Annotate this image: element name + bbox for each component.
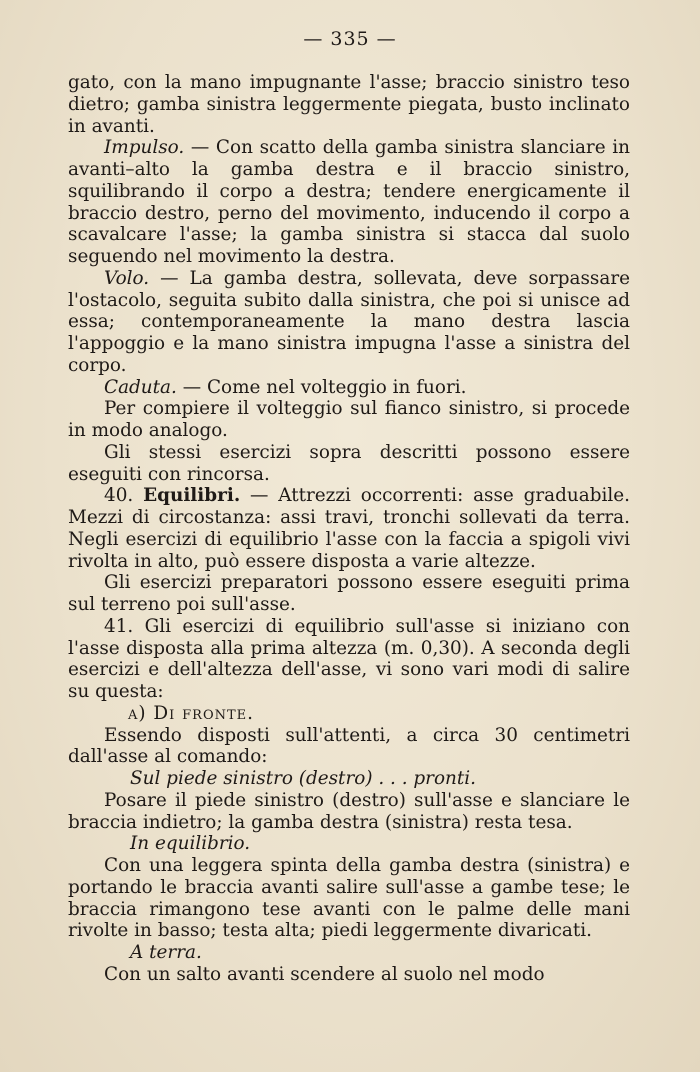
page-number: — 335 — bbox=[303, 28, 397, 50]
text-volo: — La gamba destra, sollevata, deve sorpassare l'ostacolo, seguita subito dalla sinistra, che poi si unisce ad essa; contemporaneamente la mano destra lascia l'appoggio e la mano sinistra impugna l'asse a sinistra del corpo. bbox=[68, 267, 630, 376]
label-caduta: Caduta. bbox=[104, 376, 177, 398]
paragraph-salto-avanti: Con un salto avanti scendere al suolo nel modo bbox=[104, 963, 545, 985]
paragraph-impulso bbox=[68, 137, 630, 268]
text-equilibri: — Attrezzi occorrenti: asse graduabile. Mezzi di circostanza: assi travi, tronchi sollevati da terra. Negli esercizi di equilibrio l'asse con la faccia a spigoli vivi rivolta in alto, può essere disposta a varie altezze. bbox=[68, 485, 630, 572]
subheading-di-fronte: a) Di fronte. bbox=[128, 702, 254, 724]
text-impulso: — Con scatto della gamba sinistra slanciare in avanti–alto la gamba destra e il braccio sinistro, squilibrando il corpo a destra; tendere energicamente il braccio destro, perno del movimento, inducendo il corpo a scavalcare l'asse; la gamba sinistra si stacca dal suolo seguendo nel movimento la destra. bbox=[68, 137, 630, 267]
paragraph-preparatori: Gli esercizi preparatori possono essere eseguiti prima sul terreno poi sull'asse. bbox=[68, 572, 630, 615]
section-number-40: 40. bbox=[104, 485, 134, 507]
paragraph-posare-piede: Posare il piede sinistro (destro) sull'asse e slanciare le braccia indietro; la gamba destra (sinistra) resta tesa. bbox=[68, 789, 630, 833]
paragraph-continuation: gato, con la mano impugnante l'asse; braccio sinistro teso dietro; gamba sinistra leggermente piegata, busto inclinato in avanti. bbox=[68, 72, 630, 137]
command-in-equilibrio: In equilibrio. bbox=[130, 833, 251, 855]
label-volo: Volo. bbox=[104, 267, 150, 289]
paragraph-equilibri bbox=[68, 485, 630, 572]
paragraph-fianco-sinistro: Per compiere il volteggio sul fianco sinistro, si procede in modo analogo. bbox=[68, 398, 630, 441]
paragraph-41: 41. Gli esercizi di equilibrio sull'asse si iniziano con l'asse disposta alla prima altezza (m. 0,30). A seconda degli esercizi e dell'altezza dell'asse, vi sono vari modi di salire su questa: bbox=[68, 615, 630, 702]
command-a-terra: A terra. bbox=[130, 942, 202, 963]
paragraph-caduta bbox=[68, 377, 630, 399]
command-piede-sinistro: Sul piede sinistro (destro) . . . pronti. bbox=[130, 768, 477, 789]
body-text bbox=[68, 72, 630, 986]
paragraph-rincorsa: Gli stessi esercizi sopra descritti possono essere eseguiti con rincorsa. bbox=[68, 441, 630, 485]
paragraph-leggera-spinta: Con una leggera spinta della gamba destra (sinistra) e portando le braccia avanti salire sull'asse a gambe tese; le braccia rimangono tese avanti con le palme delle mani rivolte in basso; testa alta; piedi leggermente divaricati. bbox=[68, 855, 630, 942]
section-heading-equilibri: Equilibri. bbox=[143, 485, 241, 507]
text-caduta: — Come nel volteggio in fuori. bbox=[176, 376, 467, 398]
paragraph-attenti: Essendo disposti sull'attenti, a circa 30 centimetri dall'asse al comando: bbox=[68, 724, 630, 768]
label-impulso: Impulso. bbox=[104, 137, 185, 159]
paragraph-volo bbox=[68, 268, 630, 377]
